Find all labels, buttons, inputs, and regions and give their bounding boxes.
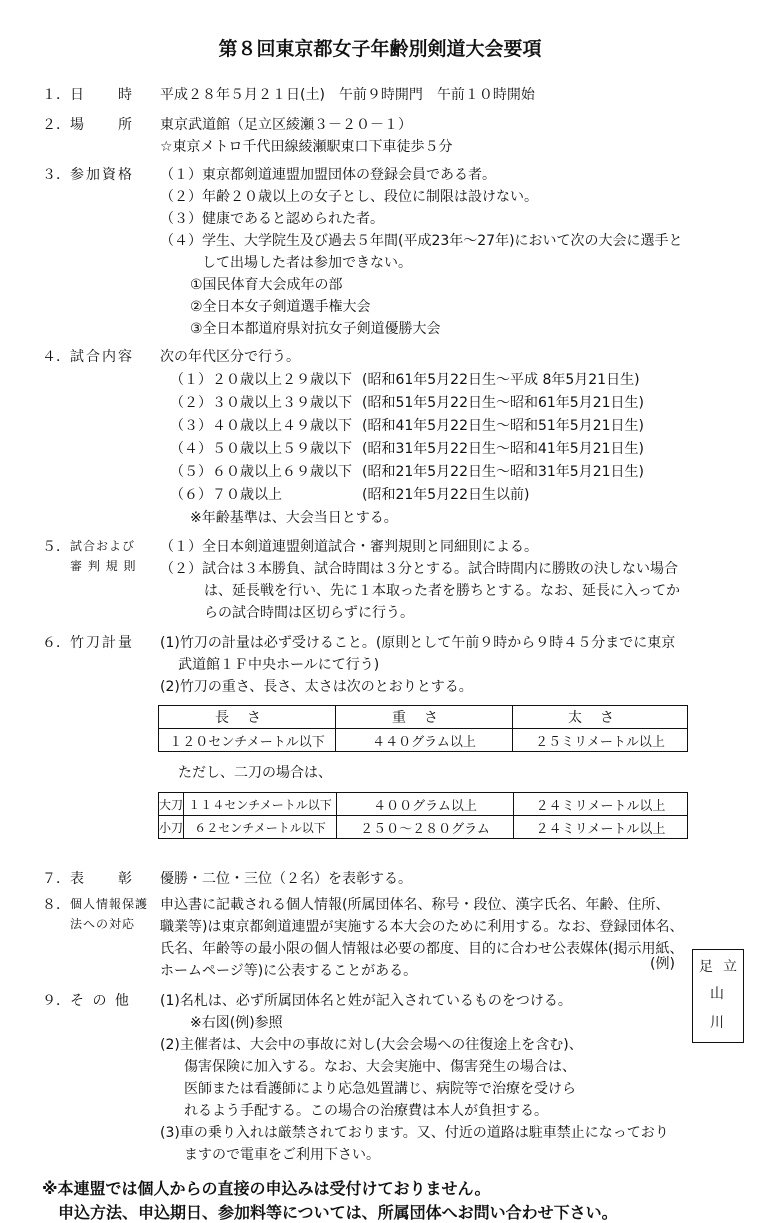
table-cell: ２４ミリメートル以上 [514, 793, 688, 816]
nametag-char: 足 [699, 959, 713, 975]
section-6-heading: 竹刀計量 [70, 635, 134, 651]
section-7-number: ７． [42, 871, 70, 887]
age-class-dates: (昭和21年5月22日生～昭和31年5月21日生) [362, 464, 644, 480]
section-5-number: ５． [42, 539, 70, 555]
section-5-line: らの試合時間は区切らずに行う。 [204, 605, 414, 621]
section-5-heading-sub: 審 判 規 則 [70, 559, 137, 573]
table-cell: ６２センチメートル以下 [184, 816, 337, 839]
table-header: 長さ [159, 706, 336, 729]
section-2-line: ☆東京メトロ千代田線綾瀬駅東口下車徒歩５分 [160, 139, 453, 155]
section-5-line: （１）全日本剣道連盟剣道試合・審判規則と同細則による。 [160, 539, 538, 555]
section-4-heading: 試合内容 [70, 349, 134, 365]
shinai-spec-table [158, 705, 688, 752]
name-tag-example [692, 949, 744, 1043]
age-note: ※年齢基準は、大会当日とする。 [190, 510, 398, 526]
section-8-number: ８． [42, 897, 70, 913]
section-5-line: は、延長戦を行い、先に１本取った者を勝ちとする。なお、延長に入ってか [204, 583, 680, 599]
section-9-number: ９． [42, 993, 70, 1009]
section-9-line: ますので電車をご利用下さい。 [184, 1147, 380, 1163]
age-class-label: （５）６０歳以上６９歳以下 [170, 464, 352, 480]
table-cell: ４００グラム以上 [337, 793, 514, 816]
section-6-line: (1)竹刀の計量は必ず受けること。(原則として午前９時から９時４５分までに東京 [160, 635, 676, 651]
table-cell: １２０センチメートル以下 [159, 729, 336, 752]
section-2-line: 東京武道館（足立区綾瀬３－２０－１） [160, 117, 412, 133]
age-class-dates: (昭和61年5月22日生～平成 8年5月21日生) [362, 372, 640, 388]
notice-line: ※本連盟では個人からの直接の申込みは受付けておりません。 [42, 1179, 491, 1198]
age-class-dates: (昭和31年5月22日生～昭和41年5月21日生) [362, 441, 644, 457]
section-9-line: (3)車の乗り入れは厳禁されております。又、付近の道路は駐車禁止になっており [160, 1125, 669, 1141]
section-9-line: 傷害保険に加入する。なお、大会実施中、傷害発生の場合は、 [184, 1059, 576, 1075]
example-label: (例) [650, 956, 675, 972]
section-8-heading-sub: 法への対応 [70, 917, 136, 931]
age-class-dates: (昭和21年5月22日生以前) [362, 487, 530, 503]
section-9-line: 医師または看護師により応急処置講じ、病院等で治療を受けら [184, 1081, 576, 1097]
age-class-label: （２）３０歳以上３９歳以下 [170, 395, 352, 411]
section-7-heading: 表 彰 [70, 871, 134, 887]
section-3-number: ３． [42, 167, 70, 183]
age-class-dates: (昭和51年5月22日生～昭和61年5月21日生) [362, 395, 644, 411]
table-header: 太さ [513, 706, 688, 729]
section-3-line: ②全日本女子剣道選手権大会 [190, 299, 371, 315]
section-8-line: 職業等)は東京都剣道連盟が実施する本大会のために利用する。なお、登録団体名、 [160, 919, 684, 935]
page-title: 第８回東京都女子年齢別剣道大会要項 [218, 38, 542, 60]
section-1-heading: 日 時 [70, 87, 134, 103]
section-8-line: 氏名、年齢等の最小限の個人情報は必要の都度、目的に合わせ公表媒体(掲示用紙、 [160, 941, 684, 957]
table-cell: １１４センチメートル以下 [184, 793, 337, 816]
nametag-char: 山 [710, 986, 724, 1002]
section-8-line: 申込書に記載される個人情報(所属団体名、称号・段位、漢字氏名、年齢、住所、 [160, 897, 670, 913]
section-5-line: （２）試合は３本勝負、試合時間は３分とする。試合時間内に勝敗の決しない場合 [160, 561, 678, 577]
section-8-heading: 個人情報保護 [70, 897, 149, 911]
age-class-label: （４）５０歳以上５９歳以下 [170, 441, 352, 457]
nametag-char: 立 [723, 959, 737, 975]
notice-line: 申込方法、申込期日、参加料等については、所属団体へお問い合わせ下さい。 [58, 1203, 618, 1222]
nito-note: ただし、二刀の場合は、 [178, 765, 332, 781]
section-3-line: して出場した者は参加できない。 [202, 255, 412, 271]
section-1-number: １． [42, 87, 70, 103]
section-9-line: (1)名札は、必ず所属団体名と姓が記入されているものをつける。 [160, 993, 572, 1009]
section-7-text: 優勝・二位・三位（２名）を表彰する。 [160, 871, 412, 887]
table-row-label: 小刀 [159, 816, 184, 839]
section-4-intro: 次の年代区分で行う。 [160, 349, 300, 365]
section-8-line: ホームページ等)に公表することがある。 [160, 963, 418, 979]
nametag-char: 川 [710, 1015, 724, 1031]
section-9-heading: そ の 他 [70, 993, 131, 1009]
table-row-label: 大刀 [159, 793, 184, 816]
section-6-line: (2)竹刀の重さ、長さ、太さは次のとおりとする。 [160, 679, 473, 695]
section-5-heading: 試合および [70, 539, 136, 553]
age-class-label: （３）４０歳以上４９歳以下 [170, 418, 352, 434]
table-cell: ２５０～２８０グラム [337, 816, 514, 839]
section-2-number: ２． [42, 117, 70, 133]
table-cell: ２５ミリメートル以上 [513, 729, 688, 752]
section-3-heading: 参加資格 [70, 167, 134, 183]
nito-spec-table [158, 792, 688, 839]
section-6-number: ６． [42, 635, 70, 651]
section-3-line: （４）学生、大学院生及び過去５年間(平成23年～27年)において次の大会に選手と [160, 233, 683, 249]
section-9-line: (2)主催者は、大会中の事故に対し(大会会場への往復途上を含む)、 [160, 1037, 583, 1053]
age-class-label: （６）７０歳以上 [170, 487, 282, 503]
section-3-line: ①国民体育大会成年の部 [190, 277, 343, 293]
section-1-text: 平成２８年５月２１日(土) 午前９時開門 午前１０時開始 [160, 87, 535, 103]
section-3-line: ③全日本都道府県対抗女子剣道優勝大会 [190, 321, 441, 337]
section-6-line: 武道館１Ｆ中央ホールにて行う) [178, 657, 380, 673]
section-4-number: ４． [42, 349, 70, 365]
section-3-line: （２）年齢２０歳以上の女子とし、段位に制限は設けない。 [160, 189, 538, 205]
age-class-dates: (昭和41年5月22日生～昭和51年5月21日生) [362, 418, 644, 434]
section-9-line: れるよう手配する。この場合の治療費は本人が負担する。 [184, 1103, 548, 1119]
section-3-line: （１）東京都剣道連盟加盟団体の登録会員である者。 [160, 167, 496, 183]
section-3-line: （３）健康であると認められた者。 [160, 211, 384, 227]
section-9-line: ※右図(例)参照 [190, 1015, 283, 1031]
table-cell: ２４ミリメートル以上 [514, 816, 688, 839]
age-class-label: （１）２０歳以上２９歳以下 [170, 372, 352, 388]
table-cell: ４４０グラム以上 [336, 729, 513, 752]
section-2-heading: 場 所 [70, 117, 134, 133]
table-header: 重さ [336, 706, 513, 729]
